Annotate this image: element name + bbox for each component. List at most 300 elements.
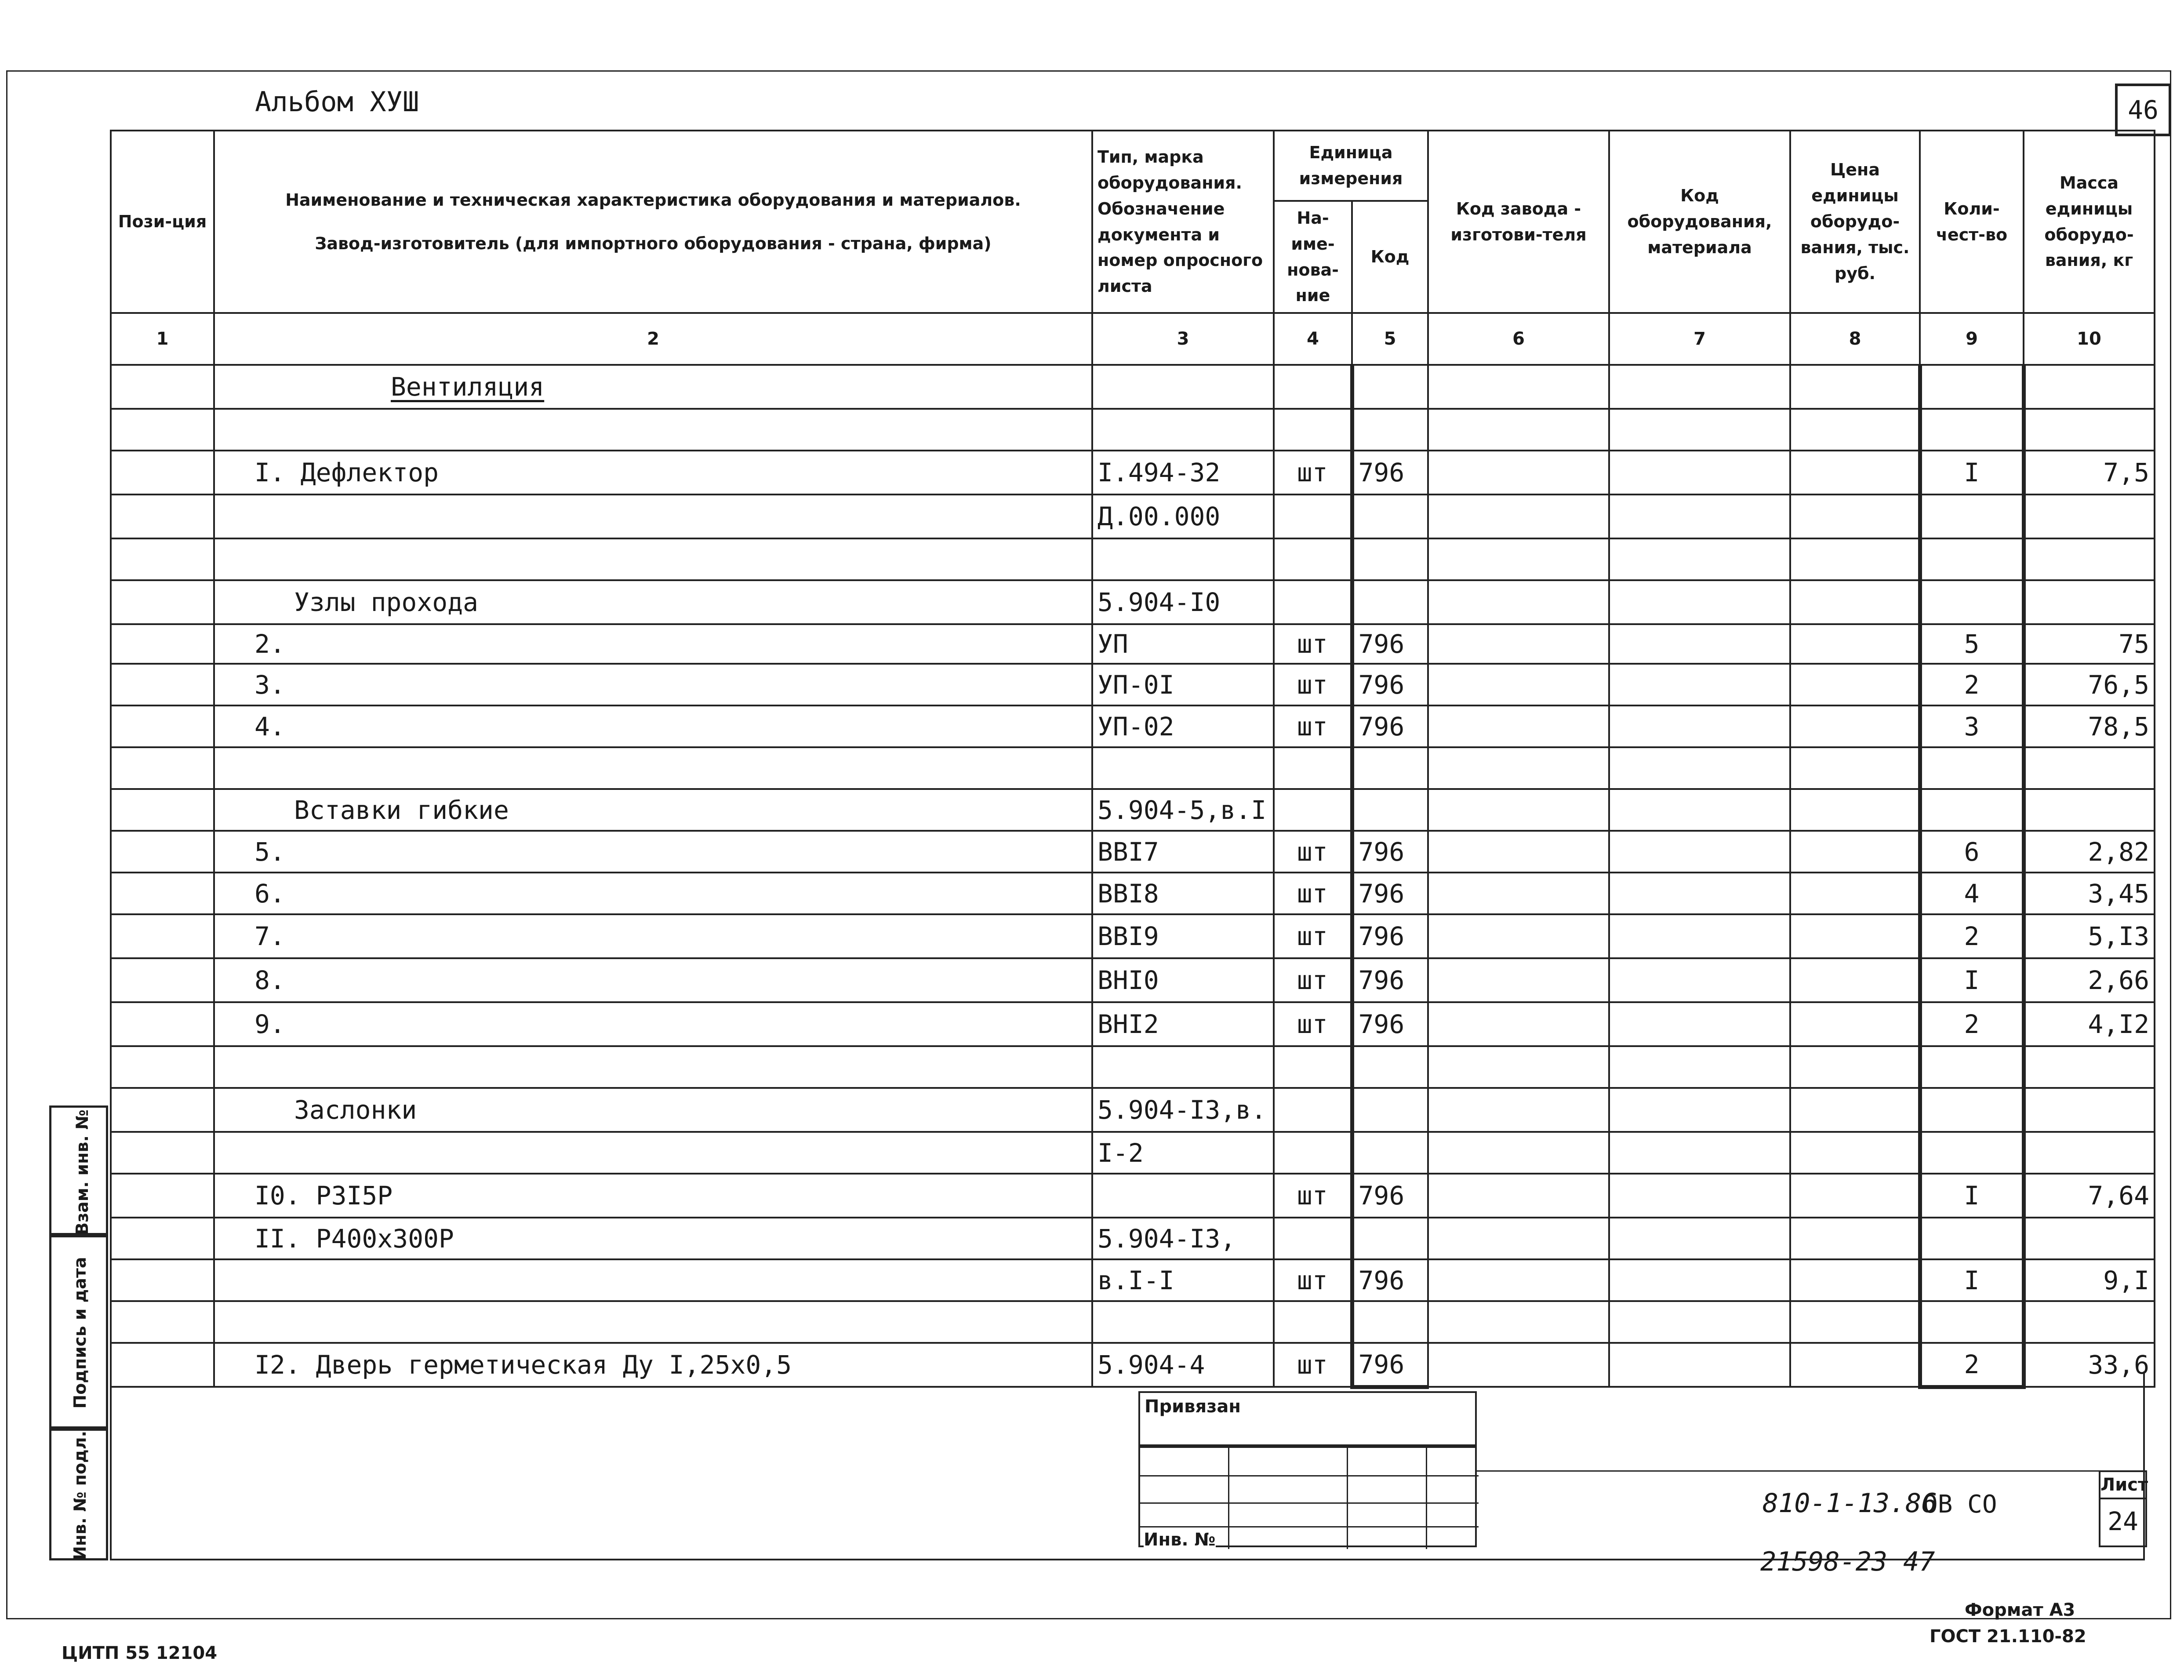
cell-mass — [2024, 1088, 2155, 1132]
cell-equip — [1609, 1174, 1790, 1218]
cell-unit: шт — [1274, 1343, 1352, 1387]
cell-code: 796 — [1352, 1343, 1428, 1387]
cell-price — [1790, 1046, 1920, 1088]
cell-pos — [111, 1046, 214, 1088]
cell-mass: 75 — [2024, 624, 2155, 664]
cell-pos — [111, 1301, 214, 1343]
cell-type: УП — [1092, 624, 1274, 664]
side-box-podpis — [49, 1235, 108, 1429]
cell-pos — [111, 664, 214, 705]
side-box-inv-podl — [49, 1429, 108, 1560]
cell-equip — [1609, 451, 1790, 495]
table-row — [111, 831, 2155, 873]
cell-mass — [2024, 409, 2155, 451]
cell-qty: 6 — [1920, 831, 2024, 873]
cell-pos — [111, 495, 214, 538]
cell-qty — [1920, 789, 2024, 831]
citp-label: ЦИТП 55 12104 — [62, 1643, 218, 1663]
cell-unit — [1274, 1132, 1352, 1174]
page-number: 46 — [2115, 84, 2171, 136]
cell-name: Вентиляция — [214, 365, 1092, 409]
cell-mass — [2024, 747, 2155, 789]
cell-factory — [1428, 873, 1609, 914]
cell-equip — [1609, 747, 1790, 789]
cell-type: 5.904-5,в.I — [1092, 789, 1274, 831]
cell-equip — [1609, 580, 1790, 624]
cell-name — [214, 1132, 1092, 1174]
cell-mass: 2,82 — [2024, 831, 2155, 873]
cell-pos — [111, 409, 214, 451]
header-price: Цена единицы оборудо-вания, тыс. руб. — [1790, 131, 1920, 313]
cell-type: Д.00.000 — [1092, 495, 1274, 538]
cell-name — [214, 1301, 1092, 1343]
column-number: 9 — [1920, 313, 2024, 365]
cell-unit: шт — [1274, 1174, 1352, 1218]
cell-equip — [1609, 409, 1790, 451]
cell-name — [214, 1046, 1092, 1088]
cell-type: ВНI0 — [1092, 958, 1274, 1002]
cell-unit — [1274, 580, 1352, 624]
cell-price — [1790, 1301, 1920, 1343]
cell-name: 6. — [214, 873, 1092, 914]
cell-qty: 5 — [1920, 624, 2024, 664]
table-row — [111, 580, 2155, 624]
cell-factory — [1428, 451, 1609, 495]
cell-factory — [1428, 365, 1609, 409]
title-block-frame — [110, 1371, 2145, 1560]
cell-pos — [111, 365, 214, 409]
cell-price — [1790, 1002, 1920, 1046]
table-row — [111, 495, 2155, 538]
cell-code — [1352, 495, 1428, 538]
cell-qty: 2 — [1920, 1002, 2024, 1046]
cell-pos — [111, 538, 214, 580]
cell-name: Узлы прохода — [214, 580, 1092, 624]
table-row — [111, 1046, 2155, 1088]
column-number: 3 — [1092, 313, 1274, 365]
cell-unit: шт — [1274, 664, 1352, 705]
cell-equip — [1609, 664, 1790, 705]
table-row — [111, 789, 2155, 831]
cell-equip — [1609, 1046, 1790, 1088]
cell-factory — [1428, 624, 1609, 664]
cell-equip — [1609, 538, 1790, 580]
cell-unit: шт — [1274, 873, 1352, 914]
cell-type: 5.904-I0 — [1092, 580, 1274, 624]
cell-mass: 76,5 — [2024, 664, 2155, 705]
cell-code: 796 — [1352, 705, 1428, 747]
cell-code: 796 — [1352, 914, 1428, 958]
cell-unit: шт — [1274, 705, 1352, 747]
cell-name: I2. Дверь герметическая Ду I,25х0,5 — [214, 1343, 1092, 1387]
column-number: 2 — [214, 313, 1092, 365]
cell-qty: I — [1920, 1259, 2024, 1301]
column-number: 5 — [1352, 313, 1428, 365]
cell-type: ВВI8 — [1092, 873, 1274, 914]
cell-price — [1790, 1132, 1920, 1174]
cell-price — [1790, 1259, 1920, 1301]
album-title: Альбом ХУШ — [255, 86, 419, 118]
table-row — [111, 873, 2155, 914]
cell-equip — [1609, 1088, 1790, 1132]
cell-pos — [111, 1259, 214, 1301]
stamp-privyazan-box — [1138, 1391, 1477, 1446]
cell-code: 796 — [1352, 1174, 1428, 1218]
table-row — [111, 958, 2155, 1002]
cell-pos — [111, 624, 214, 664]
stamp-grid — [1138, 1446, 1477, 1550]
cell-qty: I — [1920, 451, 2024, 495]
cell-mass — [2024, 1046, 2155, 1088]
cell-price — [1790, 664, 1920, 705]
cell-name — [214, 747, 1092, 789]
cell-type — [1092, 1046, 1274, 1088]
cell-type: ВВI7 — [1092, 831, 1274, 873]
header-unit-name: На-име-нова-ние — [1274, 201, 1352, 313]
cell-factory — [1428, 1218, 1609, 1259]
header-equipment-code: Код оборудования, материала — [1609, 131, 1790, 313]
cell-price — [1790, 538, 1920, 580]
cell-qty: 2 — [1920, 914, 2024, 958]
cell-code — [1352, 747, 1428, 789]
cell-pos — [111, 580, 214, 624]
cell-pos — [111, 451, 214, 495]
cell-name — [214, 538, 1092, 580]
cell-unit — [1274, 1088, 1352, 1132]
cell-price — [1790, 705, 1920, 747]
cell-mass — [2024, 1132, 2155, 1174]
cell-price — [1790, 365, 1920, 409]
cell-mass: 9,I — [2024, 1259, 2155, 1301]
doc-code-handwritten: 810-1-13.86 — [1762, 1488, 1937, 1519]
cell-type: ВНI2 — [1092, 1002, 1274, 1046]
header-unit-code: Код — [1352, 201, 1428, 313]
cell-code — [1352, 580, 1428, 624]
cell-unit: шт — [1274, 914, 1352, 958]
cell-code: 796 — [1352, 664, 1428, 705]
stamp-privyazan: Привязан — [1145, 1396, 1241, 1417]
sheet-number-box — [2099, 1470, 2147, 1547]
cell-code — [1352, 1218, 1428, 1259]
cell-price — [1790, 873, 1920, 914]
cell-qty — [1920, 580, 2024, 624]
cell-pos — [111, 1088, 214, 1132]
table-row — [111, 624, 2155, 664]
cell-mass: 33,6 — [2024, 1343, 2155, 1387]
header-name-line1: Наименование и техническая характеристика оборудования и материалов. — [285, 190, 1021, 210]
cell-qty: 3 — [1920, 705, 2024, 747]
cell-code — [1352, 789, 1428, 831]
cell-type — [1092, 538, 1274, 580]
cell-qty — [1920, 1218, 2024, 1259]
cell-name: 4. — [214, 705, 1092, 747]
cell-type: I.494-32 — [1092, 451, 1274, 495]
cell-factory — [1428, 495, 1609, 538]
cell-unit — [1274, 409, 1352, 451]
cell-price — [1790, 1218, 1920, 1259]
cell-mass: 2,66 — [2024, 958, 2155, 1002]
cell-price — [1790, 409, 1920, 451]
cell-code: 796 — [1352, 873, 1428, 914]
cell-equip — [1609, 958, 1790, 1002]
cell-qty: I — [1920, 958, 2024, 1002]
specification-table — [110, 130, 2155, 1389]
cell-name: 8. — [214, 958, 1092, 1002]
cell-factory — [1428, 914, 1609, 958]
cell-code: 796 — [1352, 831, 1428, 873]
cell-code — [1352, 1088, 1428, 1132]
cell-factory — [1428, 1259, 1609, 1301]
cell-code — [1352, 1046, 1428, 1088]
stamp-inv-no: Инв. № — [1144, 1530, 1216, 1550]
cell-mass — [2024, 495, 2155, 538]
cell-type: 5.904-4 — [1092, 1343, 1274, 1387]
cell-factory — [1428, 1132, 1609, 1174]
cell-type: УП-0I — [1092, 664, 1274, 705]
cell-type: ВВI9 — [1092, 914, 1274, 958]
cell-unit: шт — [1274, 1259, 1352, 1301]
cell-qty — [1920, 538, 2024, 580]
cell-unit: шт — [1274, 451, 1352, 495]
cell-price — [1790, 1174, 1920, 1218]
cell-name: 9. — [214, 1002, 1092, 1046]
side-box-zam-inv — [49, 1105, 108, 1235]
header-mass: Масса единицы оборудо-вания, кг — [2024, 131, 2155, 313]
cell-name — [214, 1259, 1092, 1301]
cell-pos — [111, 705, 214, 747]
table-row — [111, 747, 2155, 789]
cell-unit — [1274, 747, 1352, 789]
cell-name: 7. — [214, 914, 1092, 958]
cell-type — [1092, 365, 1274, 409]
cell-mass: 5,I3 — [2024, 914, 2155, 958]
cell-pos — [111, 1218, 214, 1259]
cell-name — [214, 409, 1092, 451]
cell-mass: 3,45 — [2024, 873, 2155, 914]
cell-equip — [1609, 914, 1790, 958]
cell-equip — [1609, 1301, 1790, 1343]
doc-code-suffix: ОВ СО — [1923, 1490, 1997, 1519]
header-name — [214, 131, 1092, 313]
side-label-podpis: Подпись и дата — [70, 1257, 90, 1409]
cell-factory — [1428, 1301, 1609, 1343]
cell-type: 5.904-I3,в. — [1092, 1088, 1274, 1132]
cell-price — [1790, 580, 1920, 624]
sheet-label: Лист — [2100, 1472, 2145, 1499]
cell-name: 5. — [214, 831, 1092, 873]
cell-qty — [1920, 1046, 2024, 1088]
cell-unit — [1274, 1218, 1352, 1259]
cell-code: 796 — [1352, 624, 1428, 664]
cell-price — [1790, 958, 1920, 1002]
table-row — [111, 1174, 2155, 1218]
table-row — [111, 705, 2155, 747]
cell-name: I0. РЗI5Р — [214, 1174, 1092, 1218]
table-row — [111, 365, 2155, 409]
column-number: 7 — [1609, 313, 1790, 365]
cell-unit: шт — [1274, 1002, 1352, 1046]
cell-factory — [1428, 580, 1609, 624]
table-row — [111, 1088, 2155, 1132]
cell-code: 796 — [1352, 958, 1428, 1002]
cell-name — [214, 495, 1092, 538]
cell-equip — [1609, 1002, 1790, 1046]
side-label-zam-inv: Взам. инв. № — [73, 1109, 92, 1235]
column-number: 10 — [2024, 313, 2155, 365]
cell-unit: шт — [1274, 958, 1352, 1002]
cell-unit — [1274, 495, 1352, 538]
column-number: 8 — [1790, 313, 1920, 365]
cell-unit: шт — [1274, 831, 1352, 873]
cell-type: в.I-I — [1092, 1259, 1274, 1301]
cell-code — [1352, 538, 1428, 580]
column-number: 6 — [1428, 313, 1609, 365]
table-row — [111, 1218, 2155, 1259]
cell-qty: 2 — [1920, 1343, 2024, 1387]
cell-equip — [1609, 831, 1790, 873]
cell-pos — [111, 1132, 214, 1174]
cell-code — [1352, 1132, 1428, 1174]
archive-number-handwritten: 21598-23 47 — [1760, 1546, 1935, 1577]
cell-pos — [111, 958, 214, 1002]
cell-qty — [1920, 495, 2024, 538]
cell-factory — [1428, 958, 1609, 1002]
cell-type — [1092, 1301, 1274, 1343]
cell-mass — [2024, 789, 2155, 831]
cell-pos — [111, 1002, 214, 1046]
cell-equip — [1609, 1259, 1790, 1301]
cell-price — [1790, 1088, 1920, 1132]
cell-factory — [1428, 1174, 1609, 1218]
cell-factory — [1428, 789, 1609, 831]
cell-unit — [1274, 1046, 1352, 1088]
cell-qty — [1920, 1088, 2024, 1132]
cell-equip — [1609, 365, 1790, 409]
cell-mass: 4,I2 — [2024, 1002, 2155, 1046]
cell-type — [1092, 1174, 1274, 1218]
sheet-number: 24 — [2108, 1506, 2138, 1536]
gost-label: ГОСТ 21.110-82 — [1930, 1626, 2086, 1647]
cell-qty — [1920, 1132, 2024, 1174]
cell-pos — [111, 873, 214, 914]
cell-qty: 2 — [1920, 664, 2024, 705]
cell-pos — [111, 914, 214, 958]
cell-mass: 7,64 — [2024, 1174, 2155, 1218]
cell-qty: 4 — [1920, 873, 2024, 914]
cell-unit — [1274, 365, 1352, 409]
cell-price — [1790, 747, 1920, 789]
table-row — [111, 409, 2155, 451]
cell-price — [1790, 624, 1920, 664]
cell-unit — [1274, 789, 1352, 831]
header-name-line2: Завод-изготовитель (для импортного оборудования - страна, фирма) — [315, 233, 992, 253]
cell-equip — [1609, 1132, 1790, 1174]
table-row — [111, 914, 2155, 958]
cell-equip — [1609, 1218, 1790, 1259]
cell-factory — [1428, 705, 1609, 747]
cell-name: I. Дефлектор — [214, 451, 1092, 495]
format-label: Формат А3 — [1965, 1600, 2075, 1620]
cell-factory — [1428, 538, 1609, 580]
header-type: Тип, марка оборудования. Обозначение документа и номер опросного листа — [1092, 131, 1274, 313]
cell-qty: I — [1920, 1174, 2024, 1218]
cell-pos — [111, 789, 214, 831]
column-number: 4 — [1274, 313, 1352, 365]
cell-code: 796 — [1352, 1002, 1428, 1046]
cell-code — [1352, 409, 1428, 451]
table-row — [111, 664, 2155, 705]
cell-name: Вставки гибкие — [214, 789, 1092, 831]
cell-equip — [1609, 624, 1790, 664]
cell-mass — [2024, 580, 2155, 624]
cell-type — [1092, 409, 1274, 451]
cell-mass — [2024, 538, 2155, 580]
cell-type: УП-02 — [1092, 705, 1274, 747]
side-label-inv-podl: Инв. № подл. — [70, 1430, 90, 1560]
cell-mass: 78,5 — [2024, 705, 2155, 747]
cell-unit: шт — [1274, 624, 1352, 664]
cell-qty — [1920, 1301, 2024, 1343]
cell-factory — [1428, 1002, 1609, 1046]
cell-price — [1790, 451, 1920, 495]
cell-name: II. Р400х300Р — [214, 1218, 1092, 1259]
table-row — [111, 451, 2155, 495]
cell-qty — [1920, 409, 2024, 451]
cell-pos — [111, 747, 214, 789]
cell-unit — [1274, 538, 1352, 580]
cell-unit — [1274, 1301, 1352, 1343]
header-quantity: Коли-чест-во — [1920, 131, 2024, 313]
cell-type — [1092, 747, 1274, 789]
cell-type: 5.904-I3, — [1092, 1218, 1274, 1259]
cell-factory — [1428, 1088, 1609, 1132]
cell-factory — [1428, 747, 1609, 789]
cell-mass — [2024, 1301, 2155, 1343]
table-row — [111, 1132, 2155, 1174]
cell-equip — [1609, 495, 1790, 538]
cell-pos — [111, 1174, 214, 1218]
table-row — [111, 538, 2155, 580]
cell-factory — [1428, 831, 1609, 873]
cell-mass — [2024, 1218, 2155, 1259]
stamp-divider — [1477, 1470, 2145, 1472]
header-unit-group: Единица измерения — [1274, 131, 1428, 201]
header-factory-code: Код завода - изготови-теля — [1428, 131, 1609, 313]
cell-factory — [1428, 409, 1609, 451]
cell-price — [1790, 831, 1920, 873]
cell-price — [1790, 495, 1920, 538]
cell-code: 796 — [1352, 451, 1428, 495]
cell-price — [1790, 914, 1920, 958]
header-position: Пози-ция — [111, 131, 214, 313]
cell-code — [1352, 1301, 1428, 1343]
table-row — [111, 1002, 2155, 1046]
column-number-row — [111, 313, 2155, 365]
table-row — [111, 1301, 2155, 1343]
cell-mass — [2024, 365, 2155, 409]
cell-type: I-2 — [1092, 1132, 1274, 1174]
cell-name: 2. — [214, 624, 1092, 664]
cell-qty — [1920, 365, 2024, 409]
cell-name: Заслонки — [214, 1088, 1092, 1132]
cell-qty — [1920, 747, 2024, 789]
cell-name: 3. — [214, 664, 1092, 705]
cell-price — [1790, 789, 1920, 831]
table-row — [111, 1259, 2155, 1301]
cell-factory — [1428, 664, 1609, 705]
cell-equip — [1609, 789, 1790, 831]
cell-mass: 7,5 — [2024, 451, 2155, 495]
